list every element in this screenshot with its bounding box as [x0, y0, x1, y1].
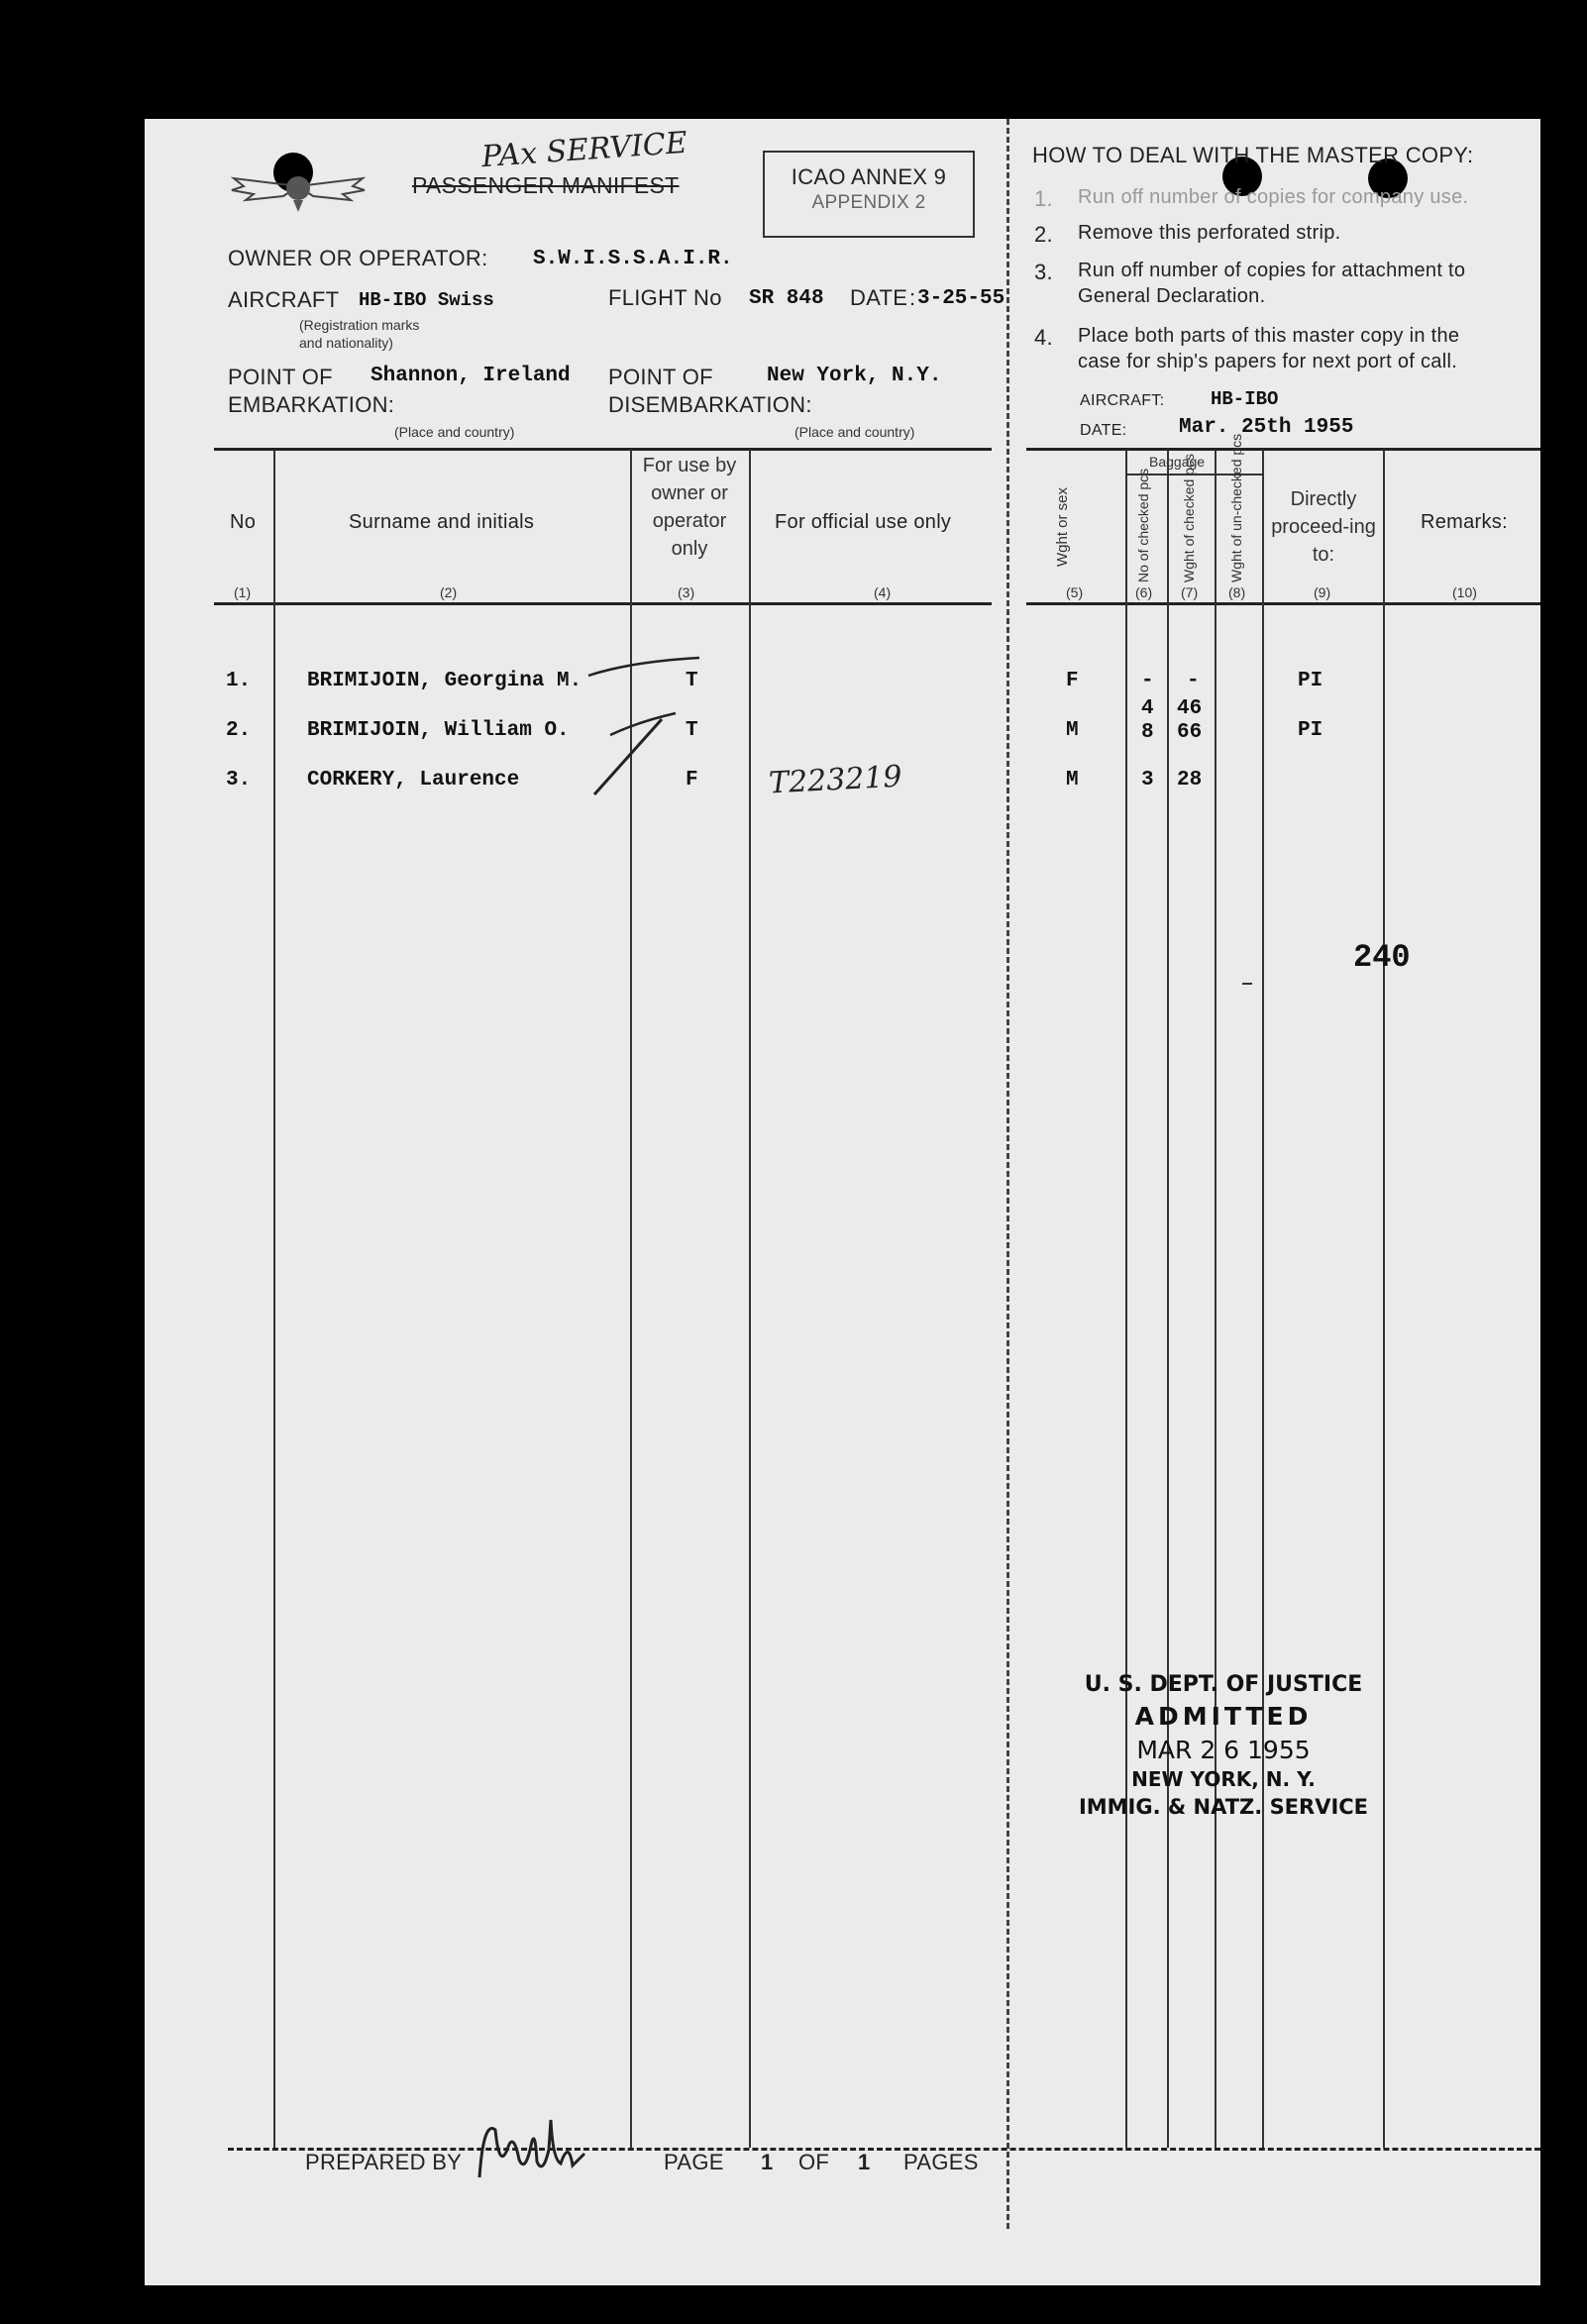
- row-wght: -: [1187, 670, 1200, 692]
- winged-crest-logo: [224, 157, 372, 216]
- instruction-num: 3.: [1034, 260, 1053, 284]
- header-baggage: Baggage: [1149, 454, 1206, 470]
- master-aircraft-label: AIRCRAFT:: [1080, 392, 1165, 409]
- icao-appendix: APPENDIX 2: [811, 192, 926, 213]
- date-value: 3-25-55: [917, 287, 1005, 310]
- master-aircraft-value: HB-IBO: [1211, 388, 1279, 410]
- icao-annex: ICAO ANNEX 9: [791, 164, 947, 189]
- header-remarks: Remarks:: [1421, 511, 1508, 533]
- header-sex: Wght or sex: [1054, 486, 1071, 568]
- col-number: (2): [440, 584, 458, 600]
- col-divider: [1125, 450, 1127, 2148]
- embark-value: Shannon, Ireland: [370, 365, 571, 387]
- flight-value: SR 848: [749, 287, 824, 310]
- header-name: Surname and initials: [349, 511, 535, 533]
- pen-checkmarks: [581, 654, 719, 802]
- col-divider: [1215, 450, 1217, 2148]
- date-label: DATE: [850, 285, 908, 310]
- stray-dash: [1242, 983, 1252, 985]
- manifest-page: [145, 119, 1540, 2285]
- instruction-text: Place both parts of this master copy in the: [1078, 325, 1460, 347]
- col-number: (5): [1066, 584, 1084, 600]
- registration-note: and nationality): [299, 335, 393, 351]
- row-pcs: -: [1141, 670, 1154, 692]
- colnum-rule: [1026, 602, 1540, 605]
- owner-value: S.W.I.S.S.A.I.R.: [533, 248, 733, 270]
- aircraft-label: AIRCRAFT: [228, 287, 340, 312]
- embark-note: (Place and country): [394, 424, 515, 440]
- col-number: (4): [874, 584, 892, 600]
- row-no: 3.: [226, 769, 252, 792]
- disembark-label: POINT OF: [608, 365, 713, 389]
- disembark-value: New York, N.Y.: [767, 365, 942, 387]
- row-owner: T: [686, 719, 698, 742]
- row-sex: F: [1066, 670, 1079, 692]
- header-official: For official use only: [775, 511, 952, 533]
- stamp-line: ADMITTED: [1134, 1702, 1313, 1731]
- col-number: (3): [678, 584, 695, 600]
- instruction-text: Run off number of copies for company use.: [1078, 186, 1469, 208]
- perforation-line: [1006, 119, 1009, 2229]
- stamp-line: U. S. DEPT. OF JUSTICE: [1084, 1672, 1363, 1697]
- owner-label: OWNER OR OPERATOR:: [228, 246, 488, 270]
- row-wght: 28: [1177, 769, 1203, 792]
- manifest-title: PASSENGER MANIFEST: [412, 172, 680, 198]
- row-no: 2.: [226, 719, 252, 742]
- col-number: (9): [1314, 584, 1331, 600]
- row-name: CORKERY, Laurence: [307, 769, 520, 792]
- instruction-text: General Declaration.: [1078, 285, 1266, 307]
- instruction-num: 4.: [1034, 325, 1053, 350]
- flight-label: FLIGHT No: [608, 285, 722, 310]
- disembark-note: (Place and country): [794, 424, 915, 440]
- col-number: (7): [1181, 584, 1199, 600]
- master-date-value: Mar. 25th 1955: [1179, 416, 1354, 439]
- icao-box: [763, 151, 975, 238]
- row-wght: 46 66: [1177, 697, 1203, 744]
- row-sex: M: [1066, 769, 1079, 792]
- embark-label: EMBARKATION:: [228, 392, 395, 417]
- embark-label: POINT OF: [228, 365, 333, 389]
- col-number: (1): [234, 584, 252, 600]
- page-number: 1: [761, 2150, 774, 2174]
- col-divider: [273, 450, 275, 2148]
- instruction-num: 1.: [1034, 186, 1053, 211]
- aircraft-value: HB-IBO Swiss: [359, 289, 494, 311]
- instruction-text: Run off number of copies for attachment to: [1078, 260, 1466, 281]
- col-divider: [1262, 450, 1264, 2148]
- header-checked-wght: Wght of checked pcs: [1181, 454, 1197, 582]
- prepared-label: PREPARED BY: [305, 2150, 463, 2174]
- col-number: (8): [1228, 584, 1246, 600]
- handwritten-number: 240: [1353, 939, 1411, 976]
- pages-label: PAGES: [903, 2150, 979, 2174]
- handwritten-title: PAx SERVICE: [480, 125, 688, 175]
- col-number: (10): [1452, 584, 1477, 600]
- stamp-line: NEW YORK, N. Y.: [1131, 1767, 1316, 1791]
- col-number: (6): [1135, 584, 1153, 600]
- col-divider: [1383, 450, 1385, 2148]
- stamp-line: MAR 2 6 1955: [1136, 1736, 1311, 1764]
- disembark-label: DISEMBARKATION:: [608, 392, 812, 417]
- row-dest: PI: [1298, 719, 1323, 742]
- row-owner: T: [686, 670, 698, 692]
- col-divider: [749, 450, 751, 2148]
- header-checked-pcs: No of checked pcs: [1135, 468, 1151, 582]
- stamp-line: IMMIG. & NATZ. SERVICE: [1078, 1795, 1369, 1819]
- pages-count: 1: [858, 2150, 871, 2174]
- of-label: OF: [798, 2150, 830, 2174]
- row-name: BRIMIJOIN, William O.: [307, 719, 570, 742]
- header-no: No: [230, 511, 257, 533]
- instruction-text: case for ship's papers for next port of call.: [1078, 351, 1458, 372]
- row-pcs: 3: [1141, 769, 1154, 792]
- registration-note: (Registration marks: [299, 317, 420, 333]
- page-label: PAGE: [664, 2150, 724, 2174]
- master-date-label: DATE:: [1080, 422, 1127, 439]
- row-name: BRIMIJOIN, Georgina M.: [307, 670, 582, 692]
- header-rule: [214, 448, 992, 451]
- row-official-handwritten: T223219: [768, 759, 903, 801]
- colnum-rule: [214, 602, 992, 605]
- instructions-title: HOW TO DEAL WITH THE MASTER COPY:: [1032, 143, 1474, 167]
- header-owner-use: For use by owner or operator only: [642, 455, 737, 560]
- prepared-signature: [474, 2100, 592, 2189]
- header-unchecked-wght: Wght of un-checked pcs: [1228, 433, 1244, 582]
- date-colon: :: [909, 285, 916, 310]
- instruction-text: Remove this perforated strip.: [1078, 222, 1341, 244]
- header-proceeding: Directly proceed-ing to:: [1271, 488, 1376, 566]
- row-dest: PI: [1298, 670, 1323, 692]
- row-no: 1.: [226, 670, 252, 692]
- row-sex: M: [1066, 719, 1079, 742]
- header-rule: [1026, 448, 1540, 451]
- instruction-num: 2.: [1034, 222, 1053, 247]
- col-divider: [1167, 450, 1169, 2148]
- row-owner: F: [686, 769, 698, 792]
- row-pcs: 4 8: [1141, 697, 1154, 744]
